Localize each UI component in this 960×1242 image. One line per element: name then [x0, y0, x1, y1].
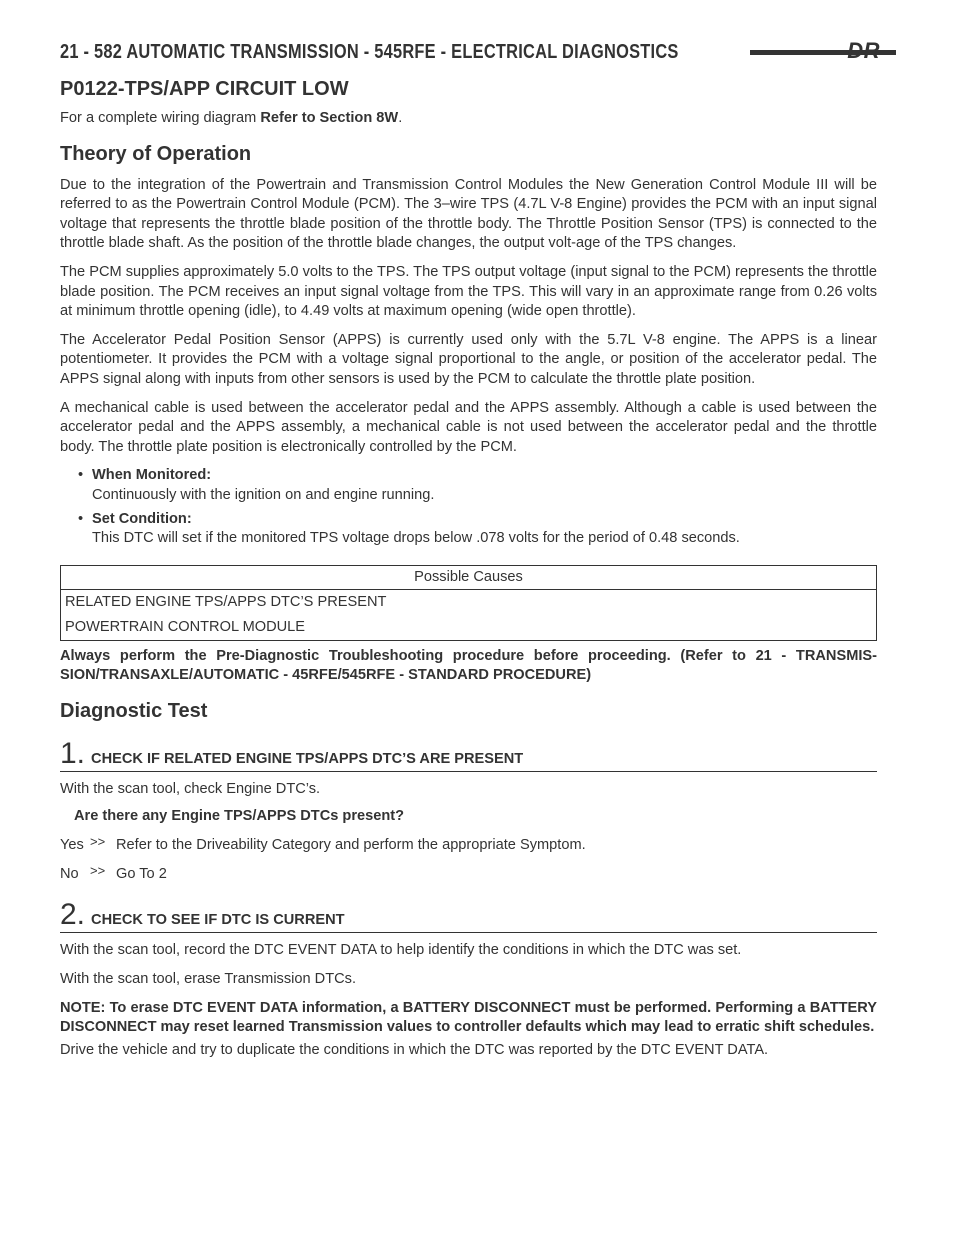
- theory-paragraph: The PCM supplies approximately 5.0 volts to the TPS. The TPS output voltage (input signal to the PCM) represents the throttle blade position. The PCM receives an input signal voltage from the TPS. This will vary in an approximate range from 0.26 volts at minimum throttle opening (idle), to 4.49 volts at maximum opening (wide open throttle).: [60, 263, 877, 320]
- step-number: 1.: [60, 736, 86, 770]
- possible-causes-table: [60, 565, 877, 641]
- bullet-label: When Monitored:: [92, 467, 212, 484]
- monitor-list: [60, 466, 877, 548]
- step-title: CHECK TO SEE IF DTC IS CURRENT: [91, 912, 345, 929]
- step-1-header: [60, 736, 877, 772]
- answer-yes: [60, 836, 877, 855]
- table-row: [61, 615, 877, 641]
- diagnostic-heading: Diagnostic Test: [60, 699, 208, 722]
- answer-key: No: [60, 866, 79, 883]
- step-note: NOTE: To erase DTC EVENT DATA information, a BATTERY DISCONNECT must be performed. Performing a BATTERY DISCONNECT may reset learned Transmission values to controller defaults which may lead to erratic shift schedules.: [60, 999, 877, 1036]
- wiring-suffix: .: [398, 110, 403, 126]
- step-title: CHECK IF RELATED ENGINE TPS/APPS DTC’S ARE PRESENT: [91, 750, 524, 767]
- wiring-link[interactable]: Refer to Section 8W: [260, 110, 399, 126]
- step-2-header: [60, 900, 877, 933]
- page-content: [60, 78, 877, 1069]
- wiring-prefix: For a complete wiring diagram: [60, 110, 261, 126]
- table-header: Possible Causes: [61, 565, 877, 589]
- header-text: 21 - 582 AUTOMATIC TRANSMISSION - 545RFE - ELECTRICAL DIAGNOSTICS: [60, 40, 679, 63]
- wiring-reference: [60, 109, 877, 129]
- step-question: Are there any Engine TPS/APPS DTCs present?: [74, 808, 405, 825]
- list-item: [78, 510, 877, 549]
- theory-paragraph: Due to the integration of the Powertrain and Transmission Control Modules the New Generation Control Module III will be referred to as the Powertrain Control Module (PCM). The 3–wire TPS (4.7L V-8 Engine) provides the PCM with an input signal voltage that represents the throttle blade position of the throttle body. The Throttle Position Sensor (TPS) is connected to the throttle blade shaft. As the position of the throttle blade changes, the output volt-age of the TPS changes.: [60, 176, 877, 252]
- step-text: Drive the vehicle and try to duplicate the conditions in which the DTC was reported by the DTC EVENT DATA.: [60, 1041, 769, 1058]
- answer-arrow: >>: [90, 834, 106, 850]
- answer-key: Yes: [60, 837, 84, 854]
- list-item: [78, 466, 877, 505]
- theory-heading: Theory of Operation: [60, 142, 252, 165]
- answer-text: Refer to the Driveability Category and perform the appropriate Symptom.: [116, 837, 586, 854]
- step-text: With the scan tool, record the DTC EVENT DATA to help identify the conditions in which the DTC was set.: [60, 942, 742, 959]
- answer-arrow: >>: [90, 863, 106, 879]
- step-number: 2.: [60, 898, 86, 932]
- dtc-title: P0122-TPS/APP CIRCUIT LOW: [60, 78, 349, 100]
- bullet-label: Set Condition:: [92, 510, 192, 527]
- step-text: With the scan tool, check Engine DTC’s.: [60, 780, 321, 797]
- bullet-icon: •: [78, 467, 84, 484]
- table-row: [61, 589, 877, 615]
- theory-paragraph: The Accelerator Pedal Position Sensor (APPS) is currently used only with the 5.7L V-8 engine. The APPS is a linear potentiometer. It provides the PCM with a voltage signal proportional to the angle, or position of the accelerator pedal. The APPS signal along with inputs from other sensors is used by the PCM to calculate the throttle plate position.: [60, 331, 877, 387]
- bullet-text: Continuously with the ignition on and engine running.: [92, 486, 435, 503]
- bullet-text: This DTC will set if the monitored TPS voltage drops below .078 volts for the period of 0.48 seconds.: [92, 530, 740, 547]
- table-cell: POWERTRAIN CONTROL MODULE: [65, 618, 306, 635]
- theory-paragraph: A mechanical cable is used between the accelerator pedal and the APPS assembly. Although a cable is used between the accelerator pedal and the APPS assembly, a mechanical cable is not used between the accelerator pedal and the throttle body. The throttle plate position is electronically controlled by the PCM.: [60, 399, 877, 455]
- answer-link[interactable]: Go To 2: [116, 866, 167, 883]
- pre-diagnostic-note: Always perform the Pre-Diagnostic Troubleshooting procedure before proceeding. (Refer to 21 - TRANSMIS-SION/TRANSAXLE/AUTOMATIC - 45RFE/545RFE - STANDARD PROCEDURE): [60, 647, 877, 684]
- step-text: With the scan tool, erase Transmission DTCs.: [60, 971, 357, 988]
- bullet-icon: •: [78, 510, 84, 527]
- table-cell: RELATED ENGINE TPS/APPS DTC’S PRESENT: [65, 593, 387, 610]
- page-header: [60, 38, 880, 66]
- answer-no: [60, 865, 877, 884]
- brand-logo: DR: [847, 38, 880, 63]
